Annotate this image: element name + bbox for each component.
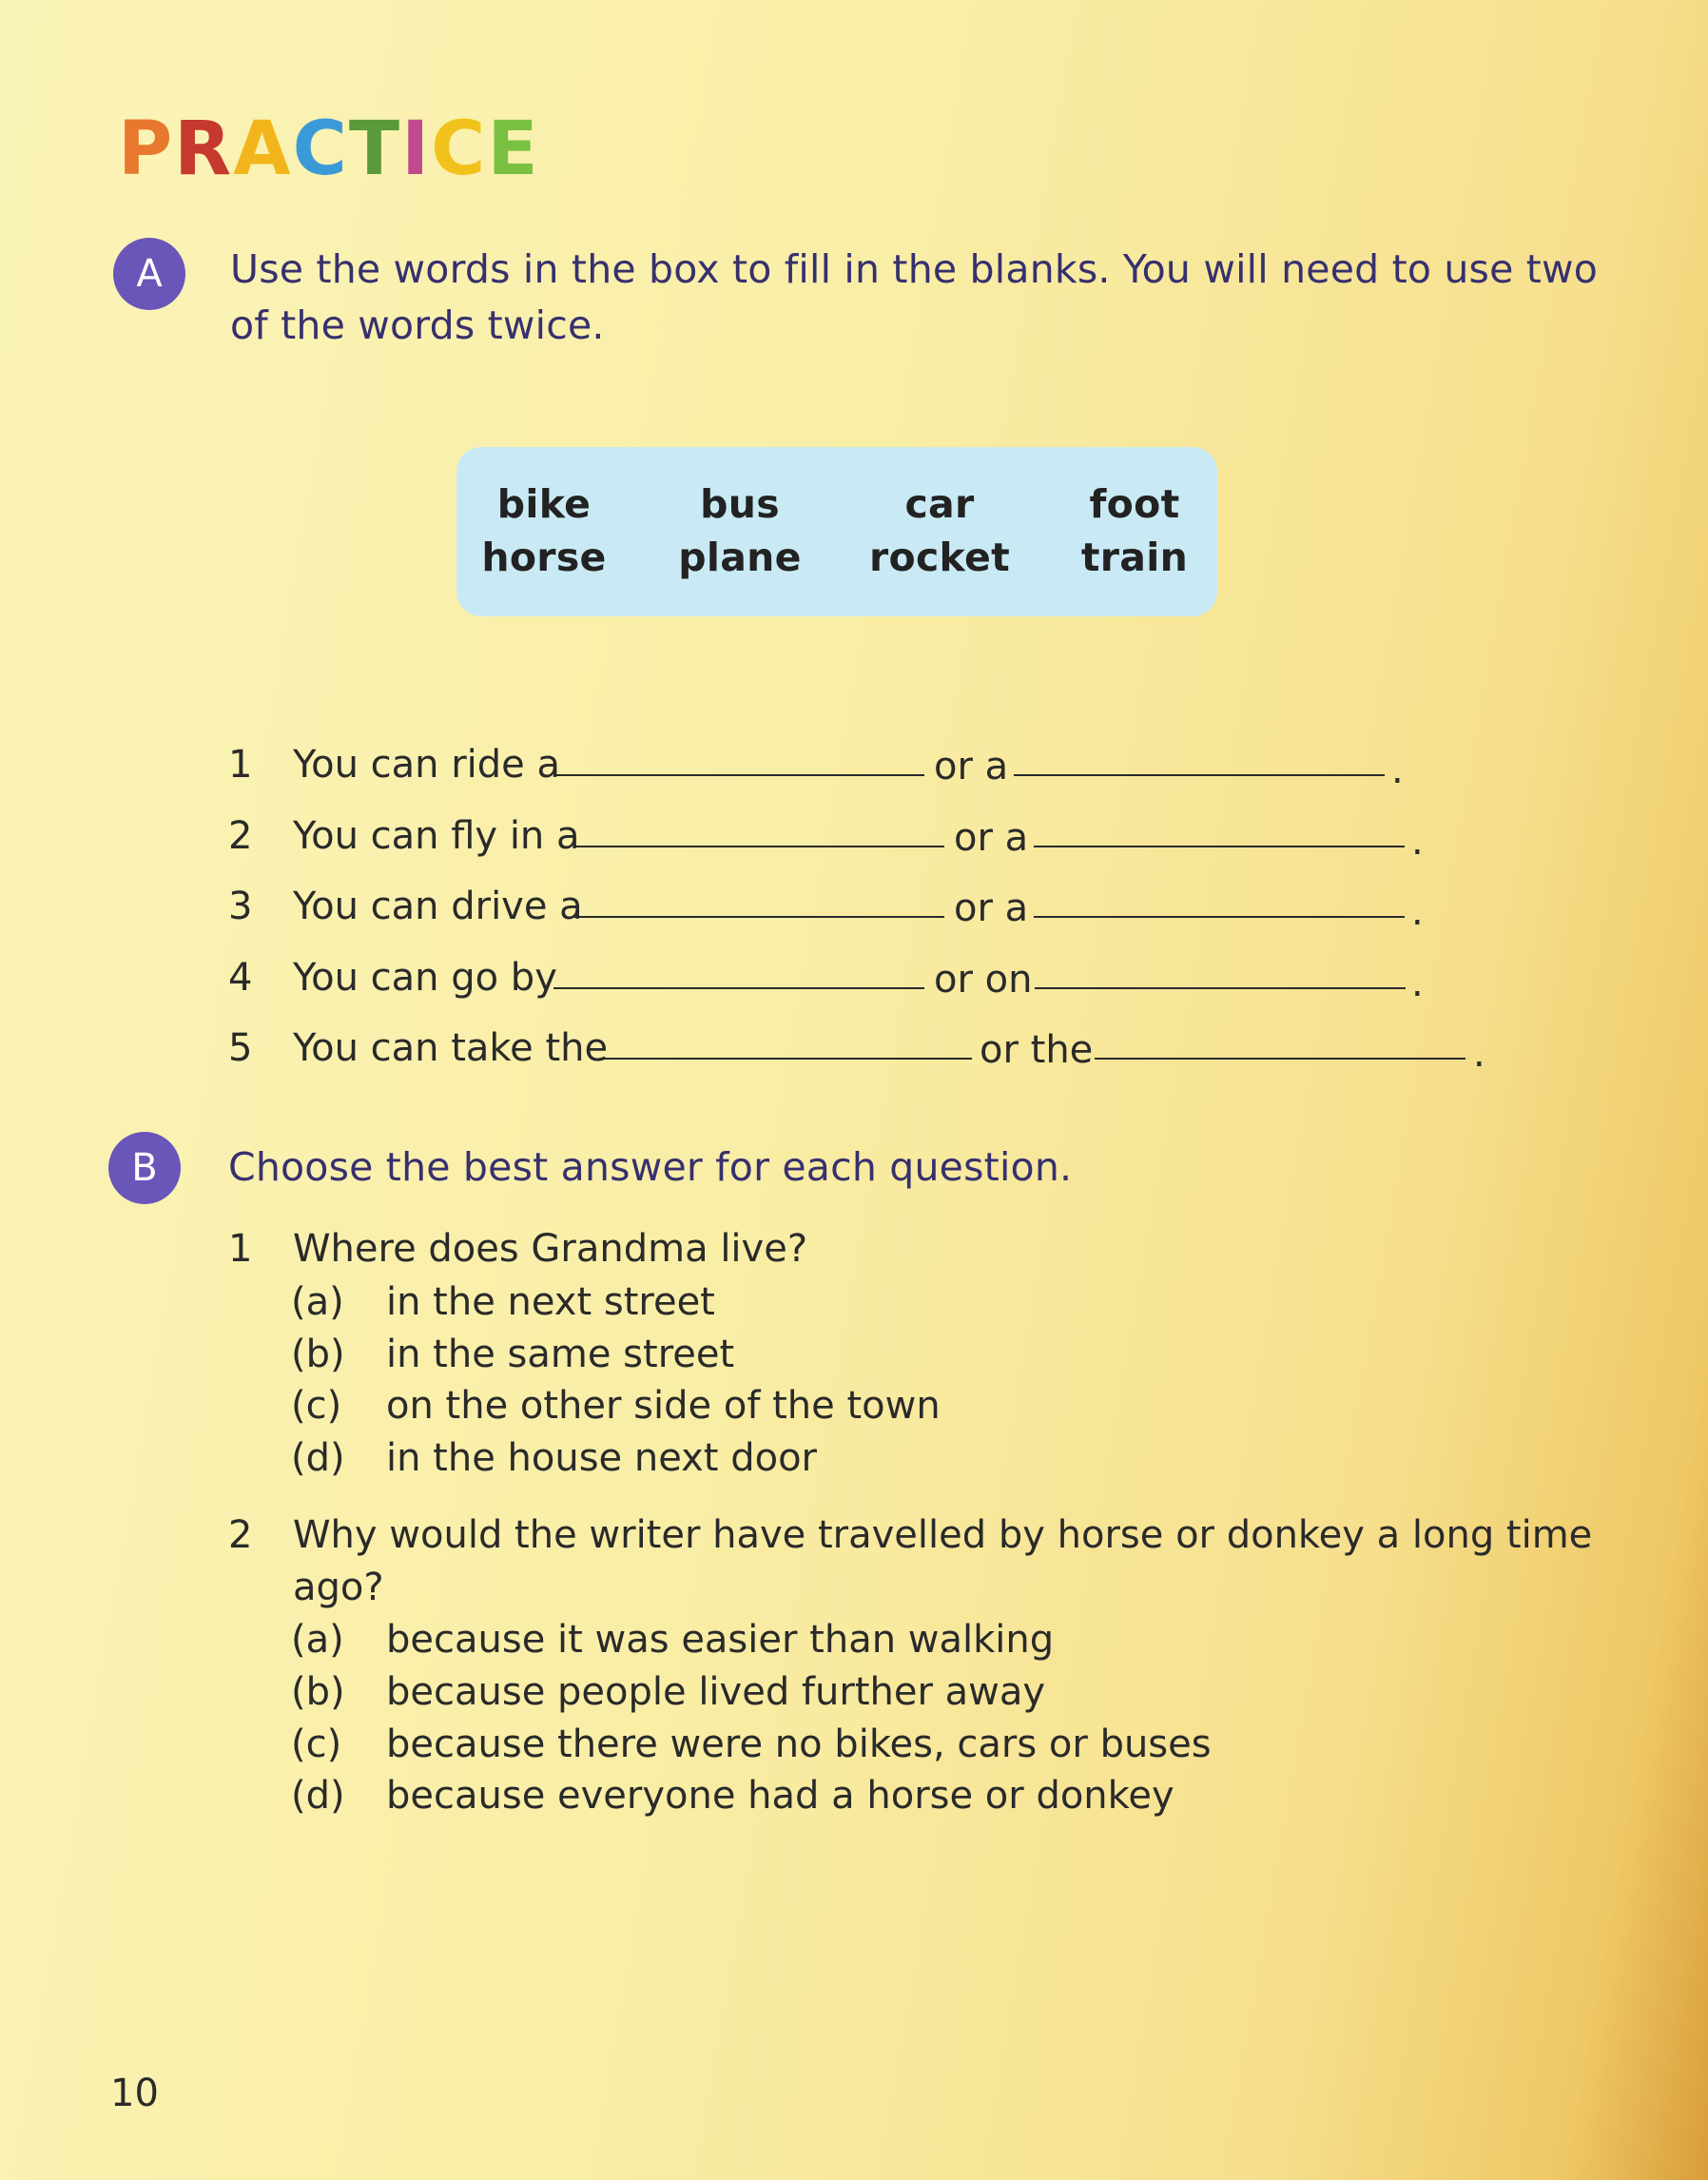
title-letter: R xyxy=(174,107,234,192)
word-box-item: bus xyxy=(700,481,780,527)
title-letter: P xyxy=(118,107,175,192)
option-letter: (c) xyxy=(291,1384,342,1428)
question-text-continued: ago? xyxy=(293,1566,384,1609)
fill-item-connector: or on xyxy=(934,958,1033,1002)
option-letter: (c) xyxy=(291,1723,342,1766)
section-a-badge xyxy=(113,238,185,310)
word-box-item: car xyxy=(904,481,975,527)
option-letter: (d) xyxy=(291,1436,345,1480)
section-b-badge xyxy=(108,1132,181,1204)
word-box-item: plane xyxy=(678,535,802,580)
word-box-item: bike xyxy=(496,481,592,527)
page-title xyxy=(118,107,540,192)
word-box-item: horse xyxy=(481,535,607,580)
answer-blank[interactable] xyxy=(1034,846,1405,847)
fill-item-text: You can go by xyxy=(293,956,557,1000)
option-text: because it was easier than walking xyxy=(386,1618,1055,1662)
answer-blank[interactable] xyxy=(1034,916,1405,918)
fill-item-period: . xyxy=(1411,820,1424,864)
fill-item-period: . xyxy=(1473,1032,1485,1076)
fill-item-number: 3 xyxy=(228,885,253,928)
question-number: 1 xyxy=(228,1227,253,1271)
answer-blank[interactable] xyxy=(601,1058,972,1060)
word-box-item: rocket xyxy=(868,535,1011,580)
option-letter: (a) xyxy=(291,1280,344,1324)
option-text: in the next street xyxy=(386,1280,715,1324)
option-letter: (b) xyxy=(291,1333,345,1376)
answer-blank[interactable] xyxy=(1035,987,1406,989)
title-letter: A xyxy=(233,107,293,192)
option-text: because there were no bikes, cars or buses xyxy=(386,1723,1212,1766)
option-text: in the house next door xyxy=(386,1436,817,1480)
fill-item-period: . xyxy=(1391,749,1404,792)
question-text: Where does Grandma live? xyxy=(293,1227,808,1271)
fill-item-text: You can drive a xyxy=(293,885,583,928)
section-b-instruction: Choose the best answer for each question. xyxy=(228,1144,1073,1190)
fill-item-connector: or the xyxy=(980,1028,1094,1072)
fill-item-number: 4 xyxy=(228,956,253,1000)
option-letter: (b) xyxy=(291,1670,345,1714)
fill-item-connector: or a xyxy=(954,816,1029,860)
fill-item-period: . xyxy=(1411,890,1424,934)
option-text: on the other side of the town xyxy=(386,1384,941,1428)
title-letter: T xyxy=(348,107,402,192)
option-letter: (a) xyxy=(291,1618,344,1662)
fill-item-connector: or a xyxy=(954,886,1029,930)
fill-item-number: 5 xyxy=(228,1026,253,1070)
question-text: Why would the writer have travelled by horse or donkey a long time xyxy=(293,1513,1593,1557)
fill-item-text: You can take the xyxy=(293,1026,609,1070)
section-a-badge-label: A xyxy=(136,252,163,296)
fill-item-period: . xyxy=(1411,962,1424,1005)
word-box-item: foot xyxy=(1089,481,1180,527)
answer-blank[interactable] xyxy=(573,916,944,918)
answer-blank[interactable] xyxy=(573,846,944,847)
fill-item-text: You can ride a xyxy=(293,743,561,787)
answer-blank[interactable] xyxy=(553,987,924,989)
title-letter: E xyxy=(487,107,540,192)
option-letter: (d) xyxy=(291,1774,345,1818)
option-text: because everyone had a horse or donkey xyxy=(386,1774,1174,1818)
section-a-instruction-line1: Use the words in the box to fill in the blanks. You will need to use two xyxy=(230,246,1599,292)
question-number: 2 xyxy=(228,1513,253,1557)
section-b-badge-label: B xyxy=(131,1146,158,1190)
fill-item-number: 2 xyxy=(228,814,253,858)
word-box-item: train xyxy=(1080,535,1189,580)
answer-blank[interactable] xyxy=(553,774,924,776)
answer-blank[interactable] xyxy=(1014,774,1385,776)
fill-item-text: You can fly in a xyxy=(293,814,580,858)
answer-blank[interactable] xyxy=(1095,1058,1465,1060)
title-letter: C xyxy=(292,107,349,192)
fill-item-connector: or a xyxy=(934,745,1009,788)
word-box xyxy=(456,447,1217,616)
fill-item-number: 1 xyxy=(228,743,253,787)
option-text: in the same street xyxy=(386,1333,735,1376)
title-letter: C xyxy=(431,107,488,192)
option-text: because people lived further away xyxy=(386,1670,1046,1714)
page-number: 10 xyxy=(110,2072,159,2115)
section-a-instruction-line2: of the words twice. xyxy=(230,302,605,348)
title-letter: I xyxy=(401,107,432,192)
